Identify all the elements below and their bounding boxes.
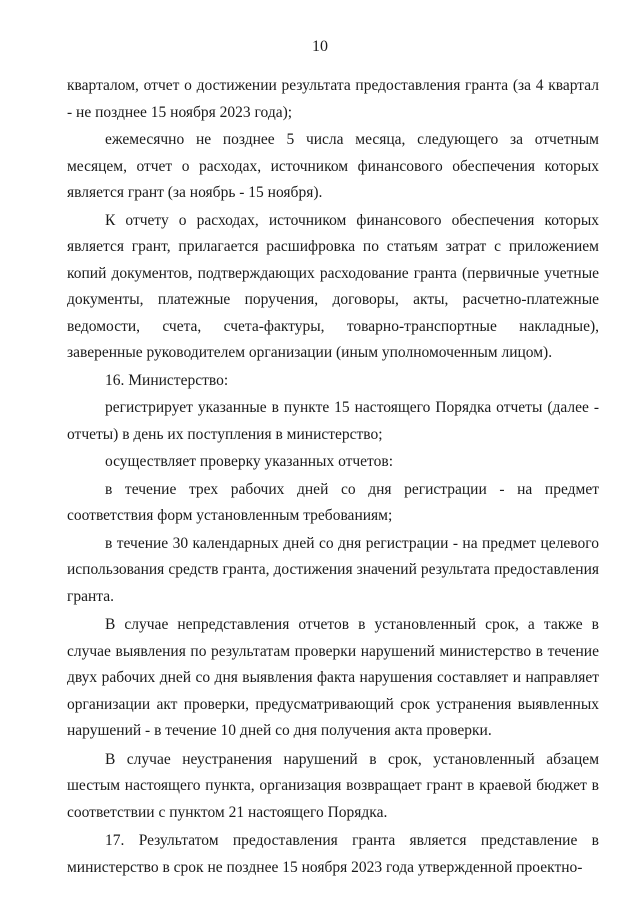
paragraph-thirty-days-check: в течение 30 календарных дней со дня регистрации - на предмет целевого использования средств гранта, достижения значений результата предоставления гранта. bbox=[67, 534, 599, 605]
paragraph-registers-reports: регистрирует указанные в пункте 15 настоящего Порядка отчеты (далее - отчеты) в день их поступления в министерство; bbox=[67, 399, 599, 443]
paragraph-three-days-check: в течение трех рабочих дней со дня регистрации - на предмет соответствия форм установленным требованиям; bbox=[67, 480, 599, 524]
paragraph-report-quarter: кварталом, отчет о достижении результата предоставления гранта (за 4 квартал - не позднее 15 ноября 2023 года); bbox=[67, 77, 599, 121]
document-body bbox=[67, 73, 599, 881]
paragraph-non-elimination: В случае неустранения нарушений в срок, установленный абзацем шестым настоящего пункта, организация возвращает грант в краевой бюджет в соответствии с пунктом 21 настоящего Порядка. bbox=[67, 750, 599, 821]
paragraph-non-submission: В случае непредставления отчетов в установленный срок, а также в случае выявления по результатам проверки нарушений министерство в течение двух рабочих дней со дня выявления факта нарушения составляет и направляет организации акт проверки, предусматривающий срок устранения выявленных нарушений - в течение 10 дней со дня получения акта проверки. bbox=[67, 616, 599, 739]
paragraph-section-16-heading: 16. Министерство: bbox=[105, 371, 229, 389]
paragraph-section-17: 17. Результатом предоставления гранта является представление в министерство в срок не позднее 15 ноября 2023 года утвержденной проектно- bbox=[67, 832, 599, 876]
paragraph-checks-reports: осуществляет проверку указанных отчетов: bbox=[105, 453, 394, 470]
page-number: 10 bbox=[312, 38, 328, 55]
paragraph-monthly-report: ежемесячно не позднее 5 числа месяца, следующего за отчетным месяцем, отчет о расходах, источником финансового обеспечения которых является грант (за ноябрь - 15 ноября). bbox=[67, 131, 599, 201]
paragraph-expense-breakdown: К отчету о расходах, источником финансового обеспечения которых является грант, прилагается расшифровка по статьям затрат с приложением копий документов, подтверждающих расходование гранта (первичные учетные документы, платежные поручения, договоры, акты, расчетно-платежные ведомости, счета, счета-фактуры, товарно-транспортные накладные), заверенные руководителем организации (иным уполномоченным лицом). bbox=[67, 211, 599, 361]
